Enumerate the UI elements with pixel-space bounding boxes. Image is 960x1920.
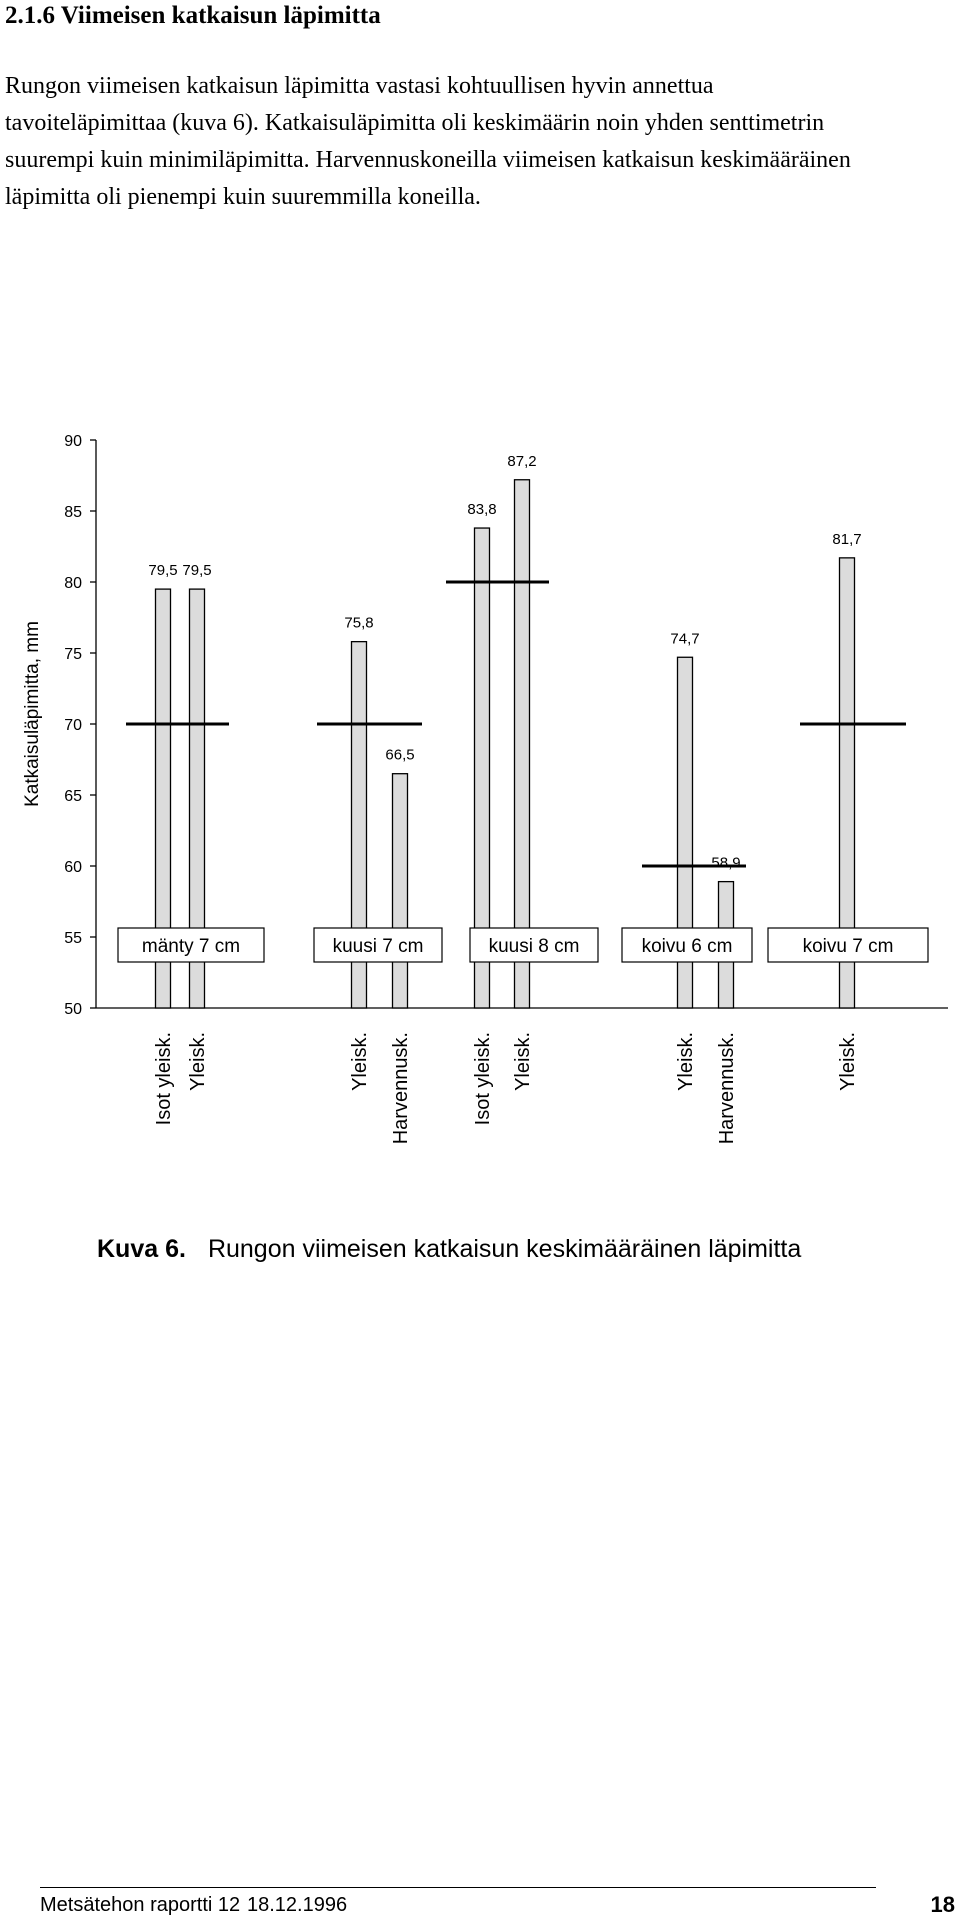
body-paragraph: Rungon viimeisen katkaisun läpimitta vastasi kohtuullisen hyvin annettua tavoiteläpimittaa (kuva 6). Katkaisuläpimitta oli keskimäärin noin yhden senttimetrin suurempi kuin minimiläpimitta. Harvennuskoneilla viimeisen katkaisun keskimääräinen läpimitta oli pienempi kuin suuremmilla koneilla. [5, 73, 851, 210]
category-label: Yleisk. [349, 1032, 371, 1091]
y-axis-label: Katkaisuläpimitta, mm [22, 621, 43, 807]
y-tick-label: 50 [64, 1001, 82, 1018]
bar-value-label: 83,8 [467, 501, 497, 519]
group-label: mänty 7 cm [141, 936, 241, 957]
y-tick-label: 65 [64, 788, 82, 805]
caption-label: Kuva 6. [97, 1235, 186, 1263]
bar-value-label: 58,9 [711, 854, 741, 872]
category-label: Isot yleisk. [153, 1032, 175, 1126]
category-label: Harvennusk. [716, 1032, 738, 1145]
bar-chart [0, 420, 960, 1170]
y-tick-label: 90 [64, 433, 82, 450]
y-tick-label: 70 [64, 717, 82, 734]
figure-caption [97, 1232, 857, 1266]
group-label: koivu 6 cm [641, 936, 733, 957]
group-label: koivu 7 cm [802, 936, 894, 957]
group-label: kuusi 7 cm [332, 936, 424, 957]
group-label: kuusi 8 cm [488, 936, 580, 957]
category-label: Harvennusk. [390, 1032, 412, 1145]
footer-report: Metsätehon raportti 12 [40, 1894, 241, 1916]
y-tick-label: 55 [64, 930, 82, 947]
y-tick-label: 85 [64, 504, 82, 521]
page-number: 18 [930, 1892, 955, 1917]
bar-value-label: 79,5 [182, 562, 212, 580]
y-tick-label: 80 [64, 575, 82, 592]
bar [393, 774, 408, 1008]
category-label: Yleisk. [837, 1032, 859, 1091]
bar-value-label: 87,2 [507, 452, 537, 470]
caption-text: Rungon viimeisen katkaisun keskimääräinen läpimitta [207, 1235, 802, 1263]
category-label: Yleisk. [187, 1032, 209, 1091]
page-footer [40, 1886, 955, 1920]
bar-value-label: 75,8 [344, 614, 374, 632]
y-tick-label: 60 [64, 859, 82, 876]
bar-value-label: 66,5 [385, 746, 415, 764]
category-label: Yleisk. [512, 1032, 534, 1091]
footer-date: 18.12.1996 [247, 1894, 348, 1916]
bar-value-label: 81,7 [832, 530, 862, 548]
bar-value-label: 74,7 [670, 630, 700, 648]
y-tick-label: 75 [64, 646, 82, 663]
category-label: Isot yleisk. [472, 1032, 494, 1126]
bar-value-label: 79,5 [148, 562, 178, 580]
category-label: Yleisk. [675, 1032, 697, 1091]
section-heading: 2.1.6 Viimeisen katkaisun läpimitta [5, 2, 381, 29]
